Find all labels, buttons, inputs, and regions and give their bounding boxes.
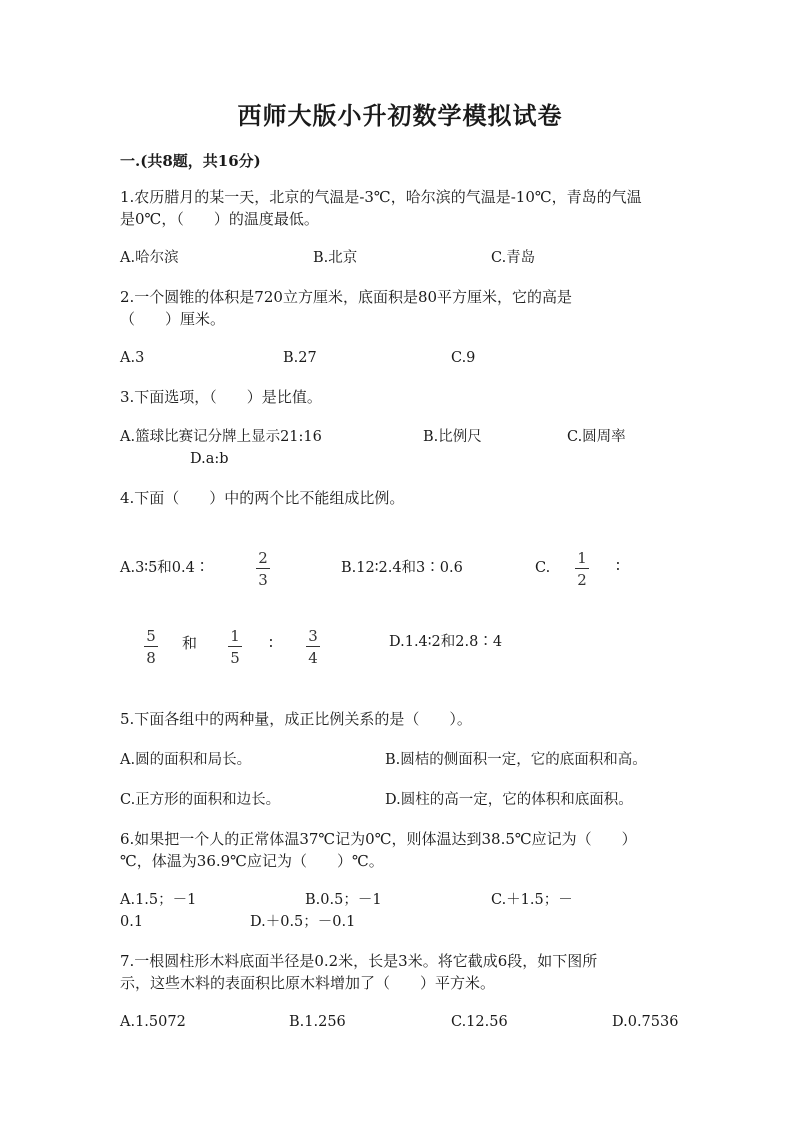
question-5-option-c[interactable]: C.正方形的面积和边长。 [120,792,281,808]
question-6-option-a[interactable]: A.1.5；－1 [120,892,197,908]
question-1-option-b[interactable]: B.北京 [313,250,358,266]
question-2-option-c[interactable]: C.9 [451,350,476,366]
question-7-line-1: 7.一根圆柱形木料底面半径是0.2米，长是3米。将它截成6段，如下图所 [120,952,598,970]
question-3-option-a[interactable]: A.篮球比赛记分牌上显示21:16 [120,429,322,445]
question-7-option-d[interactable]: D.0.7536 [612,1014,679,1030]
question-7-option-b[interactable]: B.1.256 [289,1014,346,1030]
fraction-numerator: 1 [230,627,240,645]
question-7-option-c[interactable]: C.12.56 [451,1014,508,1030]
ratio-colon: ∶ [269,634,273,652]
fraction-3-4 [306,627,320,667]
question-4-option-b[interactable]: B.12∶2.4和3∶0.6 [341,560,463,576]
question-6-line-2: ℃，体温为36.9℃应记为（ ）℃。 [120,852,384,870]
ratio-colon: ∶ [616,557,620,575]
fraction-bar [228,646,242,647]
fraction-denominator: 5 [230,649,240,667]
question-2-option-b[interactable]: B.27 [283,350,317,366]
fraction-numerator: 3 [308,627,318,645]
question-3-option-b[interactable]: B.比例尺 [423,429,482,445]
fraction-2-3 [256,549,270,589]
question-4-option-c[interactable]: C. [535,560,551,576]
question-1-option-a[interactable]: A.哈尔滨 [120,250,179,266]
fraction-denominator: 8 [146,649,156,667]
question-7-line-2: 示，这些木料的表面积比原木料增加了（ ）平方米。 [120,974,496,992]
question-6-line-1: 6.如果把一个人的正常体温37℃记为0℃，则体温达到38.5℃应记为（ ） [120,830,637,848]
and-word: 和 [182,634,198,652]
question-4-line-1: 4.下面（ ）中的两个比不能组成比例。 [120,489,405,507]
fraction-1-5 [228,627,242,667]
question-2-option-a[interactable]: A.3 [120,350,145,366]
fraction-bar [256,568,270,569]
fraction-numerator: 5 [146,627,156,645]
page-title: 西师大版小升初数学模拟试卷 [237,101,563,130]
question-5-option-a[interactable]: A.圆的面积和局长。 [120,752,252,768]
question-6-option-c[interactable]: C.＋1.5；－ [491,892,573,908]
question-6-option-b[interactable]: B.0.5；－1 [305,892,382,908]
question-5-line-1: 5.下面各组中的两种量，成正比例关系的是（ ）。 [120,710,472,728]
question-6-option-c-continued: 0.1 [120,914,144,930]
fraction-bar [575,568,589,569]
question-3-line-1: 3.下面选项，（ ）是比值。 [120,388,322,406]
section-heading: 一.(共8题，共16分) [120,152,261,170]
question-1-line-2: 是0℃，（ ）的温度最低。 [120,210,319,228]
question-4-option-d[interactable]: D.1.4∶2和2.8∶4 [389,634,503,650]
question-3-option-c[interactable]: C.圆周率 [567,429,626,445]
question-1-line-1: 1.农历腊月的某一天，北京的气温是-3℃，哈尔滨的气温是-10℃，青岛的气温 [120,188,642,206]
question-2-line-1: 2.一个圆锥的体积是720立方厘米，底面积是80平方厘米，它的高是 [120,288,573,306]
fraction-numerator: 2 [258,549,268,567]
question-3-option-d[interactable]: D.a:b [190,451,229,467]
question-2-line-2: （ ）厘米。 [120,310,226,328]
fraction-5-8 [144,627,158,667]
fraction-numerator: 1 [577,549,587,567]
fraction-bar [144,646,158,647]
question-5-option-b[interactable]: B.圆桔的侧面积一定，它的底面积和高。 [385,752,647,768]
fraction-denominator: 4 [308,649,318,667]
fraction-1-2 [575,549,589,589]
question-6-option-d[interactable]: D.＋0.5；－0.1 [250,914,356,930]
question-4-option-a[interactable]: A.3∶5和0.4∶ [120,560,210,576]
fraction-denominator: 2 [577,571,587,589]
question-1-option-c[interactable]: C.青岛 [491,250,536,266]
fraction-denominator: 3 [258,571,268,589]
question-7-option-a[interactable]: A.1.5072 [120,1014,186,1030]
fraction-bar [306,646,320,647]
question-5-option-d[interactable]: D.圆柱的高一定，它的体积和底面积。 [385,792,633,808]
